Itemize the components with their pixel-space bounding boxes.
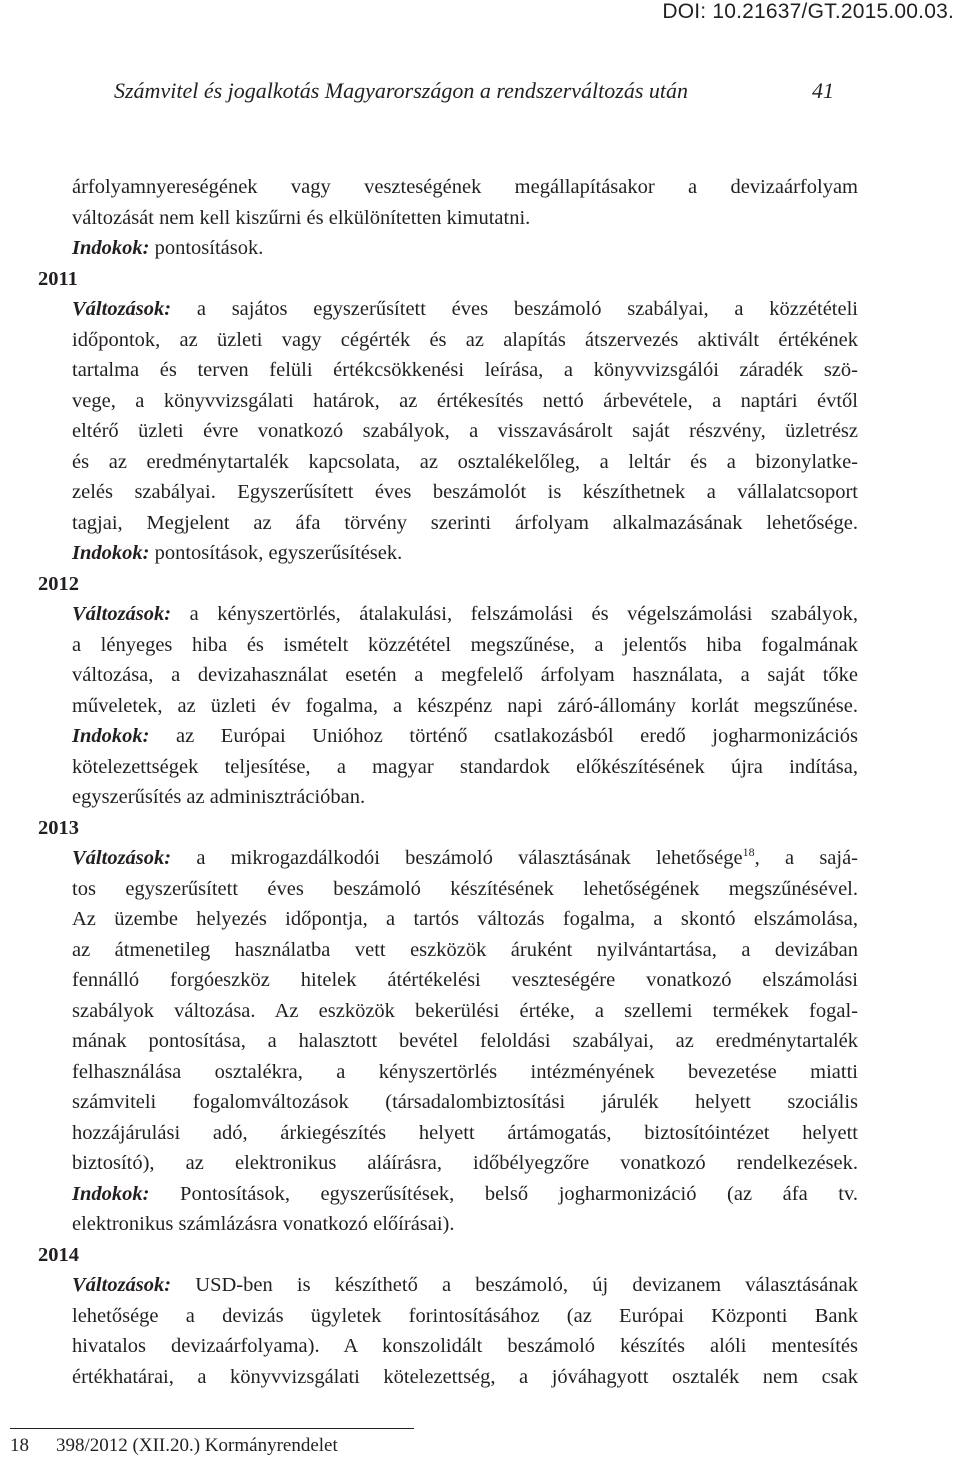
text-line: lehetősége a devizás ügyletek forintosításához (az Európai Központi Bank xyxy=(72,1304,858,1327)
text-line: tartalma és terven felüli értékcsökkenési leírása, a könyvvizsgálói záradék szö- xyxy=(72,359,858,381)
page-number: 41 xyxy=(812,78,834,103)
changes-line xyxy=(38,599,858,630)
changes-line xyxy=(38,843,858,874)
text: a sajátos egyszerűsített éves beszámoló szabályai, a közzétételi xyxy=(171,298,858,320)
text-line xyxy=(38,203,858,234)
text: , a sajá- xyxy=(754,847,859,869)
running-title: Számvitel és jogalkotás Magyarországon a rendszerváltozás után xyxy=(114,78,689,103)
text-line: felhasználása osztalékra, a kényszertörlés intézményének bevezetése miatti xyxy=(72,1060,858,1083)
footnote-reference[interactable]: 18 xyxy=(742,845,755,860)
changes-label: Változások: xyxy=(72,603,172,625)
text-line: a lényeges hiba és ismételt közzététel megszűnése, a jelentős hiba fogalmának xyxy=(72,633,858,656)
text: az Európai Unióhoz történő csatlakozásból eredő jogharmonizációs xyxy=(149,725,858,747)
text-line: biztosító), az elektronikus aláírásra, időbélyegzőre vonatkozó rendelkezések. xyxy=(72,1152,858,1174)
year-heading-2011: 2011 xyxy=(38,267,78,290)
text-line: vege, a könyvvizsgálati határok, az értékesítés nettó árbevétele, a naptári évtől xyxy=(72,389,858,412)
reasons-line xyxy=(38,721,858,752)
text-line: értékhatárai, a könyvvizsgálati kötelezettség, a jóváhagyott osztalék nem csak xyxy=(72,1365,858,1388)
changes-label: Változások: xyxy=(72,298,172,320)
text-line: mának pontosítása, a halasztott bevétel feloldási szabályai, az eredménytartalék xyxy=(72,1030,858,1052)
reasons-label: Indokok: xyxy=(72,237,150,259)
doi-label: DOI: 10.21637/GT.2015.00.03. xyxy=(662,0,954,23)
text: pontosítások. xyxy=(149,237,264,259)
reasons-line xyxy=(38,233,858,264)
text-line: elektronikus számlázásra vonatkozó előírásai). xyxy=(72,1213,455,1235)
text: a kényszertörlés, átalakulási, felszámolási és végelszámolási szabályok, xyxy=(171,603,858,625)
text: USD-ben is készíthető a beszámoló, új devizanem választásának xyxy=(171,1274,858,1296)
text-line: tagjai, Megjelent az áfa törvény szerinti árfolyam alkalmazásának lehetősége. xyxy=(72,511,858,534)
text-line: hozzájárulási adó, árkiegészítés helyett ártámogatás, biztosítóintézet helyett xyxy=(72,1121,858,1144)
text-line: műveletek, az üzleti év fogalma, a készpénz napi záró-állomány korlát megszűnése. xyxy=(72,694,858,717)
main-text xyxy=(38,172,858,1392)
text-line xyxy=(38,172,858,203)
text-line: az átmenetileg használatba vett eszközök áruként nyilvántartása, a devizában xyxy=(72,938,858,961)
text-line: kötelezettségek teljesítése, a magyar standardok előkészítésének újra indítása, xyxy=(72,755,858,778)
text-line: Az üzembe helyezés időpontja, a tartós változás fogalma, a skontó elszámolása, xyxy=(72,908,858,930)
changes-label: Változások: xyxy=(72,847,172,869)
reasons-label: Indokok: xyxy=(72,725,150,747)
text: pontosítások, egyszerűsítések. xyxy=(149,542,403,564)
reasons-label: Indokok: xyxy=(72,542,150,564)
text-line: fennálló forgóeszköz hitelek átértékelési veszteségére vonatkozó elszámolási xyxy=(72,969,858,991)
year-heading-2012: 2012 xyxy=(38,572,79,595)
changes-label: Változások: xyxy=(72,1274,172,1296)
reasons-line xyxy=(38,1179,858,1210)
text-line: időpontok, az üzleti vagy cégérték és az alapítás átszervezés aktivált értékének xyxy=(72,328,858,351)
footnote xyxy=(10,1435,338,1457)
year-heading-2013: 2013 xyxy=(38,816,79,839)
text-line: eltérő üzleti évre vonatkozó szabályok, a visszavásárolt saját részvény, üzletrész xyxy=(72,420,858,442)
text-line: számviteli fogalomváltozások (társadalombiztosítási járulék helyett szociális xyxy=(72,1091,858,1113)
text: Pontosítások, egyszerűsítések, belső jogharmonizáció (az áfa tv. xyxy=(149,1182,858,1205)
text-line: tos egyszerűsített éves beszámoló készítésének lehetőségének megszűnésével. xyxy=(72,877,858,900)
footnote-divider xyxy=(10,1428,414,1429)
text-line: egyszerűsítés az adminisztrációban. xyxy=(72,786,366,808)
footnote-text: 398/2012 (XII.20.) Kormányrendelet xyxy=(56,1435,338,1456)
text-line: zelés szabályai. Egyszerűsített éves beszámolót is készíthetnek a vállalatcsoport xyxy=(72,481,858,503)
text: a mikrogazdálkodói beszámoló választásának lehetősége xyxy=(171,847,743,869)
changes-line xyxy=(38,1270,858,1301)
reasons-label: Indokok: xyxy=(72,1182,150,1205)
footnote-number: 18 xyxy=(10,1435,29,1456)
reasons-line xyxy=(38,538,858,569)
text-line: szabályok változása. Az eszközök bekerülési értéke, a szellemi termékek fogal- xyxy=(72,999,858,1022)
year-heading-2014: 2014 xyxy=(38,1243,79,1266)
text-line: és az eredménytartalék kapcsolata, az osztalékelőleg, a leltár és a bizonylatke- xyxy=(72,450,858,473)
text-line: változása, a devizahasználat esetén a megfelelő árfolyam használata, a saját tőke xyxy=(72,664,858,686)
text: változását nem kell kiszűrni és elkülönítetten kimutatni. xyxy=(72,206,531,229)
text: árfolyamnyereségének vagy veszteségének megállapításakor a devizaárfolyam xyxy=(72,176,858,198)
text-line: hivatalos devizaárfolyama). A konszolidált beszámoló készítés alóli mentesítés xyxy=(72,1335,858,1357)
changes-line xyxy=(38,294,858,325)
